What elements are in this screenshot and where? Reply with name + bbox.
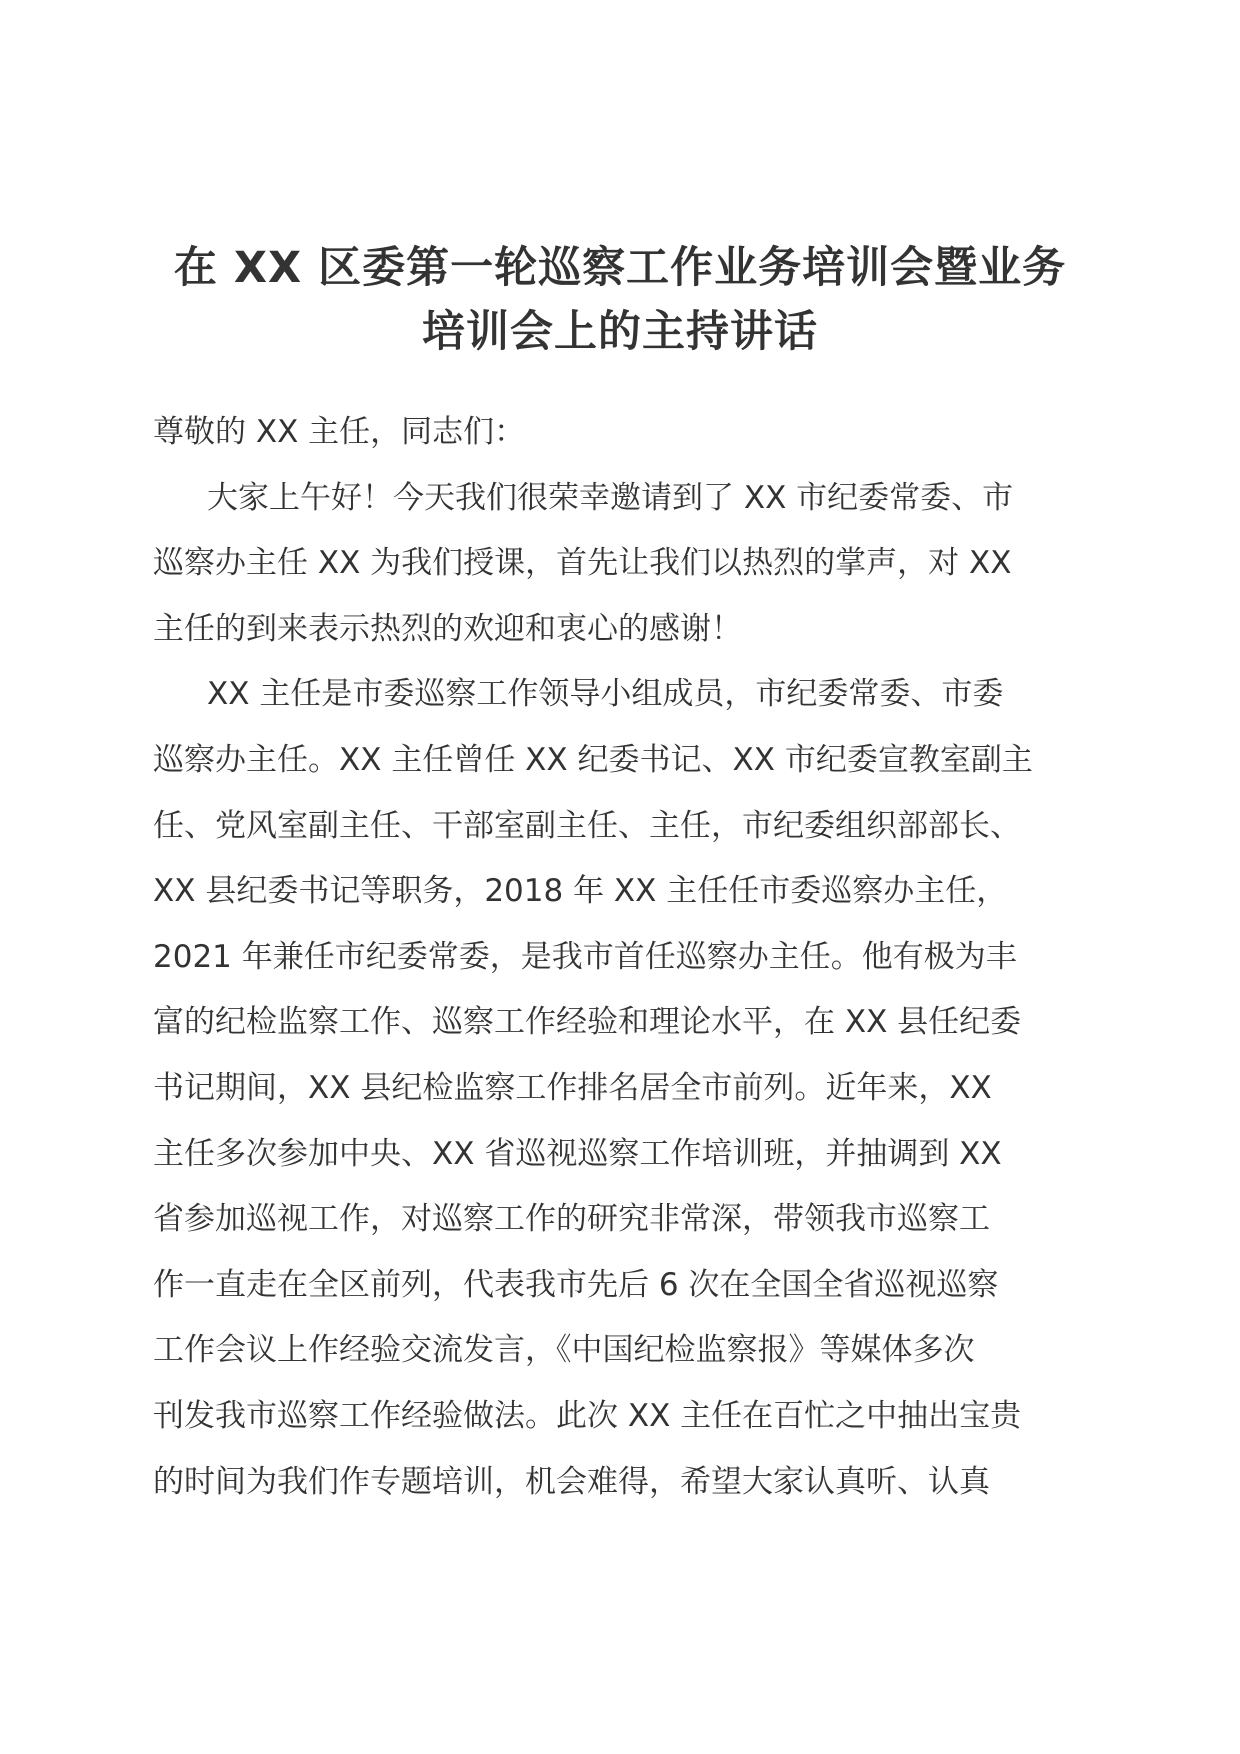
paragraph-line: 主任的到来表示热烈的欢迎和衷心的感谢！	[153, 610, 742, 647]
paragraph-line: 主任多次参加中央、XX 省巡视巡察工作培训班，并抽调到 XX	[153, 1135, 1002, 1172]
paragraph-line: 富的纪检监察工作、巡察工作经验和理论水平，在 XX 县任纪委	[153, 1004, 1022, 1041]
paragraph-line: XX 主任是市委巡察工作领导小组成员，市纪委常委、市委	[207, 676, 1004, 713]
paragraph-line: 2021 年兼任市纪委常委，是我市首任巡察办主任。他有极为丰	[153, 938, 1017, 975]
title-line: 在 XX 区委第一轮巡察工作业务培训会暨业务	[173, 243, 1067, 293]
paragraph-line: 任、党风室副主任、干部室副主任、主任，市纪委组织部部长、	[153, 807, 1021, 844]
paragraph-line: 工作会议上作经验交流发言，《中国纪检监察报》等媒体多次	[153, 1332, 975, 1369]
paragraph-line: 巡察办主任 XX 为我们授课，首先让我们以热烈的掌声，对 XX	[153, 545, 1012, 582]
paragraph-line: 的时间为我们作专题培训，机会难得，希望大家认真听、认真	[153, 1463, 990, 1500]
paragraph-line: XX 县纪委书记等职务，2018 年 XX 主任任市委巡察办主任，	[153, 873, 1008, 910]
paragraph-line: 刊发我市巡察工作经验做法。此次 XX 主任在百忙之中抽出宝贵	[153, 1397, 1022, 1434]
title-line: 培训会上的主持讲话	[422, 307, 818, 357]
paragraph-line: 省参加巡视工作，对巡察工作的研究非常深，带领我市巡察工	[153, 1201, 990, 1238]
paragraph-line: 作一直走在全区前列，代表我市先后 6 次在全国全省巡视巡察	[153, 1266, 999, 1303]
salutation-line: 尊敬的 XX 主任，同志们：	[153, 414, 526, 450]
document-title	[150, 236, 1090, 364]
paragraph-line: 巡察办主任。XX 主任曾任 XX 纪委书记、XX 市纪委宣教室副主	[153, 741, 1033, 778]
document-body	[153, 400, 1093, 1515]
paragraph-line: 大家上午好！今天我们很荣幸邀请到了 XX 市纪委常委、市	[207, 479, 1014, 516]
paragraph-line: 书记期间，XX 县纪检监察工作排名居全市前列。近年来，XX	[153, 1069, 992, 1106]
